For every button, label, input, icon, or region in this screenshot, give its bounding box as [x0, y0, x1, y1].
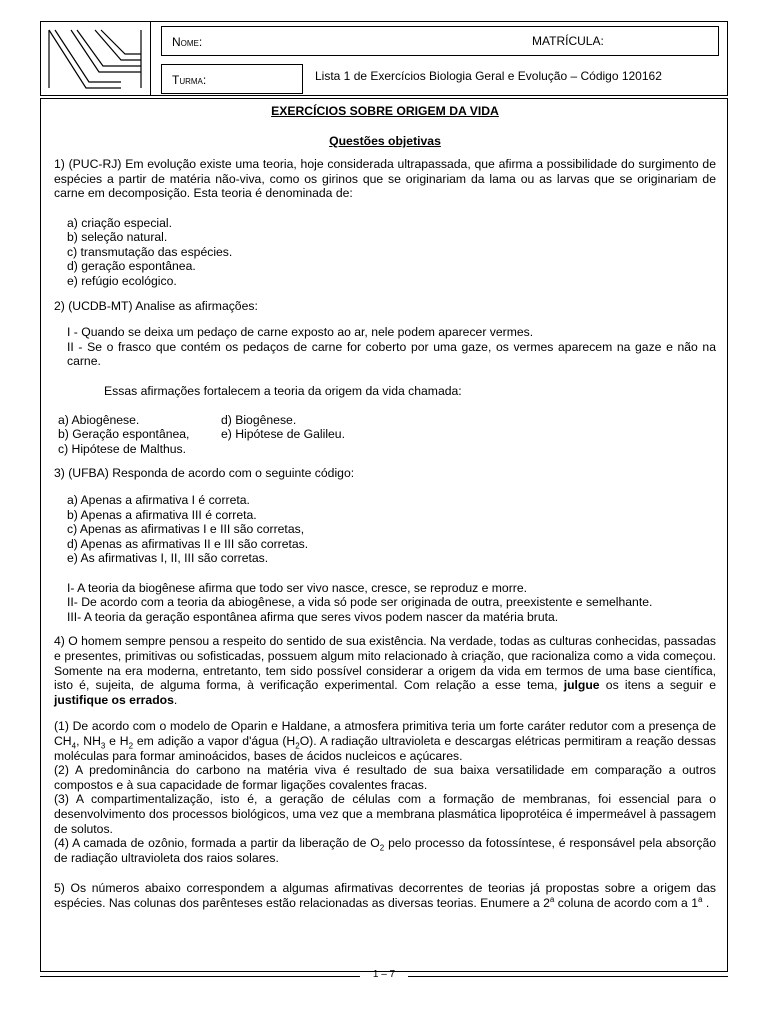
- footer-rule-right: [408, 976, 728, 977]
- nome-label: Nome:: [172, 35, 203, 49]
- q4-item-2: (2) A predominância do carbono na matéria viva é resultado de sua baixa versatilidade em comparação a outros compostos e à sua capacidade de formar ligações covalentes fracas.: [54, 763, 716, 792]
- q3-option: a) Apenas a afirmativa I é correta.: [67, 493, 250, 508]
- q1-option: d) geração espontânea.: [67, 259, 196, 274]
- q1-option: a) criação especial.: [67, 215, 172, 230]
- turma-field[interactable]: [161, 64, 303, 94]
- q2-option: d) Biogênese.: [221, 412, 297, 427]
- q2-option: c) Hipótese de Malthus.: [58, 441, 187, 456]
- q2-statement-i: I - Quando se deixa um pedaço de carne exposto ao ar, nele podem aparecer vermes.: [67, 325, 534, 340]
- q3-option: d) Apenas as afirmativas II e III são corretas.: [67, 536, 309, 551]
- matricula-label: MATRÍCULA:: [532, 34, 604, 48]
- header-box: [40, 21, 728, 96]
- q3-option: c) Apenas as afirmativas I e III são corretas,: [67, 522, 305, 537]
- q1-option: c) transmutação das espécies.: [67, 244, 233, 259]
- justifique-emphasis: justifique os errados: [54, 692, 174, 707]
- q2-prompt: Essas afirmações fortalecem a teoria da origem da vida chamada:: [104, 383, 462, 398]
- q4-item-4: (4) A camada de ozônio, formada a partir da liberação de $O_2$ pelo processo da fotossíntese, é responsável pela absorção de radiação ultravioleta dos raios solares.: [54, 836, 716, 865]
- logo-graphic: [41, 22, 150, 95]
- q4-item-1: (1) De acordo com o modelo de Oparin e Haldane, a atmosfera primitiva teria um forte caráter redutor com a presença de $CH_4$, $NH_3$ e $H_2$ em adição a vapor d'água $(H_2O)$. A radiação ultravioleta e descargas elétricas permitiram a reação dessas moléculas para formar aminoácidos, bases de ácidos nucleicos e açúcares.: [54, 719, 716, 763]
- q1-option: b) seleção natural.: [67, 230, 168, 245]
- julgue-emphasis: julgue: [563, 678, 600, 693]
- q2-options: [54, 413, 716, 457]
- exercise-box: [40, 98, 728, 972]
- q4-item-3: (3) A compartimentalização, isto é, a geração de células com a formação de membranas, foi essencial para o desenvolvimento dos processos biológicos, uma vez que a membrana plasmática lipoprotéica é impermeável à passagem de solutos.: [54, 792, 716, 836]
- question-3: 3) (UFBA) Responda de acordo com o seguinte código:: [54, 466, 355, 481]
- list-title: Lista 1 de Exercícios Biologia Geral e Evolução – Código 120162: [315, 69, 662, 83]
- turma-label: Turma:: [172, 73, 207, 87]
- question-4: 4) O homem sempre pensou a respeito do sentido de sua existência. Na verdade, todas as culturas conhecidas, passadas e presentes, primitivas ou sofisticadas, possuem algum mito relacionado à criação, que racionaliza como a vida começou. Somente na era moderna, entretanto, tem sido possível considerar a origem da vida em termos de uma base científica, isto é, sujeita, de alguma forma, à verificação experimental. Com relação a esse tema, julgue os itens a seguir e justifique os errados.: [54, 634, 717, 707]
- q3-statement: I- A teoria da biogênese afirma que todo ser vivo nasce, cresce, se reproduz e morre.: [67, 580, 527, 595]
- q3-option: e) As afirmativas I, II, III são corretas.: [67, 551, 269, 566]
- section-subtitle: Questões objetivas: [329, 133, 441, 148]
- page-number: 1 – 7: [372, 969, 396, 980]
- q1-option: e) refúgio ecológico.: [67, 273, 177, 288]
- q2-statement-ii: II - Se o frasco que contém os pedaços de carne for coberto por uma gaze, os vermes aparecem na gaze e não na carne.: [67, 339, 716, 369]
- q3-option: b) Apenas a afirmativa III é correta.: [67, 507, 257, 522]
- institution-logo: [41, 22, 151, 95]
- q2-option: e) Hipótese de Galileu.: [221, 427, 345, 442]
- document-title: EXERCÍCIOS SOBRE ORIGEM DA VIDA: [271, 104, 499, 118]
- footer-rule-left: [40, 976, 360, 977]
- document-body: [54, 99, 716, 911]
- q3-statement: III- A teoria da geração espontânea afirma que seres vivos podem nascer da matéria bruta.: [67, 609, 559, 624]
- nome-field[interactable]: [161, 26, 719, 56]
- q2-option: a) Abiogênese.: [58, 412, 140, 427]
- question-2: 2) (UCDB-MT) Analise as afirmações:: [54, 298, 258, 313]
- question-5: 5) Os números abaixo correspondem a algumas afirmativas decorrentes de teorias já propostas sobre a origem das espécies. Nas colunas dos parênteses estão relacionadas as diversas teorias. Enumere a 2$^a$ coluna de acordo com a 1$^a$ .: [54, 881, 716, 910]
- question-1: 1) (PUC-RJ) Em evolução existe uma teoria, hoje considerada ultrapassada, que afirma a possibilidade do surgimento de espécies a partir de matéria não-viva, como os girinos que se originariam da lama ou as larvas que se originariam de carne em decomposição. Esta teoria é denominada de:: [54, 157, 716, 201]
- q3-statement: II- De acordo com a teoria da abiogênese, a vida só pode ser originada de outra, preexistente e semelhante.: [67, 595, 653, 610]
- q2-option: b) Geração espontânea,: [58, 427, 190, 442]
